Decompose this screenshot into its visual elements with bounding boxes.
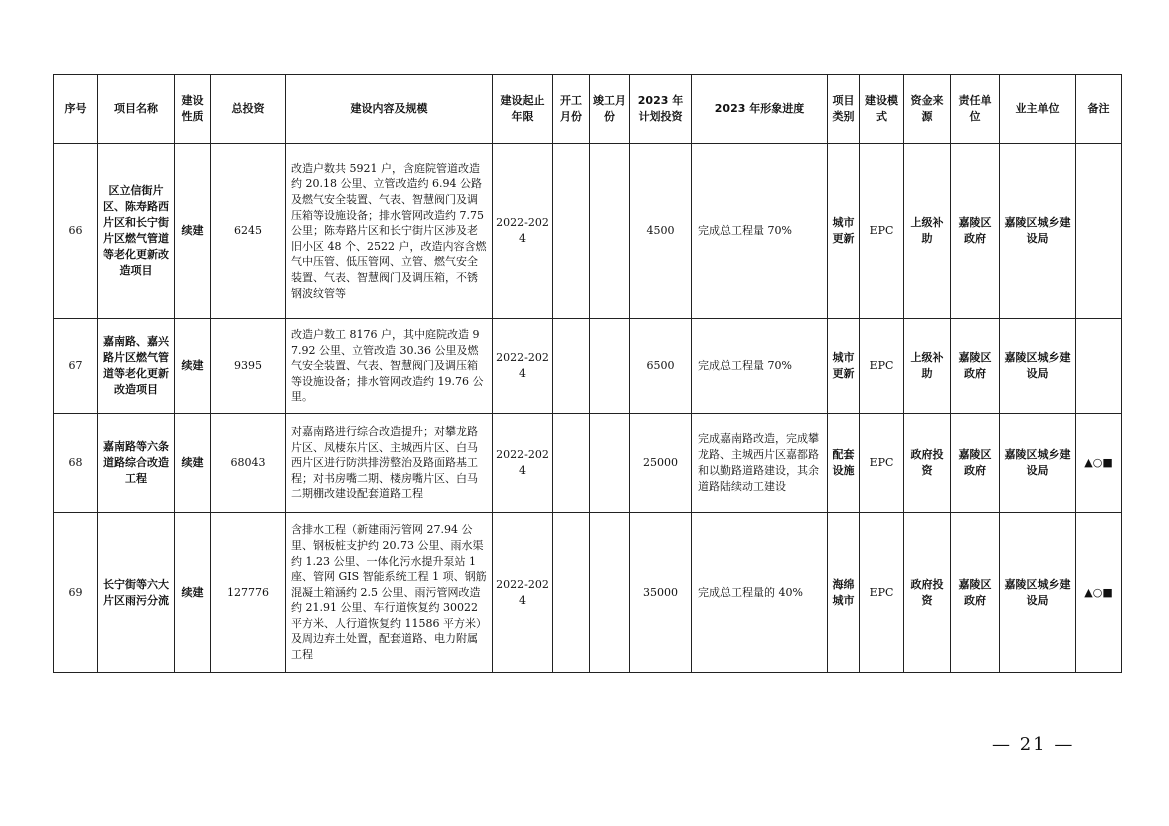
header-index: 序号 <box>54 75 98 144</box>
header-plan-investment: 2023 年计划投资 <box>630 75 692 144</box>
header-progress: 2023 年形象进度 <box>692 75 828 144</box>
cell-total-investment: 127776 <box>211 513 286 673</box>
cell-mode: EPC <box>860 513 904 673</box>
cell-nature: 续建 <box>175 414 211 513</box>
cell-plan-investment: 35000 <box>630 513 692 673</box>
cell-total-investment: 68043 <box>211 414 286 513</box>
cell-plan-investment: 6500 <box>630 319 692 414</box>
page-number: — 21 — <box>992 734 1075 755</box>
header-owner: 业主单位 <box>1000 75 1076 144</box>
cell-start-month <box>553 513 590 673</box>
header-period: 建设起止年限 <box>493 75 553 144</box>
cell-progress: 完成总工程量的 40% <box>692 513 828 673</box>
cell-complete-month <box>590 319 630 414</box>
cell-nature: 续建 <box>175 144 211 319</box>
cell-content: 改造户数共 5921 户，含庭院管道改造约 20.18 公里、立管改造约 6.94 公路及燃气安全装置、气表、智慧阀门及调压箱等设施设备；排水管网改造约 7.75 公里；陈寿路片区和长宁街片区涉及老旧小区 48 个、2522 户，改造内容含燃气中压管、低压管网、立管、燃气安全装置、气表、智慧阀门及调压箱，不锈钢波纹管等 <box>286 144 493 319</box>
cell-remarks: ▲○■ <box>1076 513 1122 673</box>
cell-mode: EPC <box>860 144 904 319</box>
header-total-investment: 总投资 <box>211 75 286 144</box>
cell-project-name: 区立信街片区、陈寿路西片区和长宁街片区燃气管道等老化更新改造项目 <box>98 144 175 319</box>
header-start-month: 开工月份 <box>553 75 590 144</box>
cell-total-investment: 9395 <box>211 319 286 414</box>
cell-fund-source: 政府投资 <box>904 414 951 513</box>
cell-category: 海绵城市 <box>828 513 860 673</box>
cell-mode: EPC <box>860 414 904 513</box>
table-row <box>54 144 1122 319</box>
cell-category: 配套设施 <box>828 414 860 513</box>
cell-responsible: 嘉陵区政府 <box>951 144 1000 319</box>
header-content: 建设内容及规模 <box>286 75 493 144</box>
cell-remarks: ▲○■ <box>1076 414 1122 513</box>
cell-total-investment: 6245 <box>211 144 286 319</box>
cell-content: 改造户数工 8176 户，其中庭院改造 97.92 公里、立管改造 30.36 公里及燃气安全装置、气表、智慧阀门及调压箱等设施设备；排水管网改造约 19.76 公里。 <box>286 319 493 414</box>
cell-responsible: 嘉陵区政府 <box>951 319 1000 414</box>
cell-owner: 嘉陵区城乡建设局 <box>1000 414 1076 513</box>
cell-progress: 完成嘉南路改造，完成攀龙路、主城西片区嘉都路和以勤路道路建设，其余道路陆续动工建设 <box>692 414 828 513</box>
cell-category: 城市更新 <box>828 144 860 319</box>
cell-start-month <box>553 319 590 414</box>
cell-period: 2022-2024 <box>493 513 553 673</box>
cell-plan-investment: 25000 <box>630 414 692 513</box>
cell-period: 2022-2024 <box>493 144 553 319</box>
cell-responsible: 嘉陵区政府 <box>951 414 1000 513</box>
cell-project-name: 嘉南路、嘉兴路片区燃气管道等老化更新改造项目 <box>98 319 175 414</box>
cell-complete-month <box>590 513 630 673</box>
header-category: 项目类别 <box>828 75 860 144</box>
table-row <box>54 513 1122 673</box>
cell-responsible: 嘉陵区政府 <box>951 513 1000 673</box>
cell-project-name: 嘉南路等六条道路综合改造工程 <box>98 414 175 513</box>
cell-complete-month <box>590 144 630 319</box>
cell-owner: 嘉陵区城乡建设局 <box>1000 319 1076 414</box>
table-row <box>54 319 1122 414</box>
table-row <box>54 414 1122 513</box>
cell-index: 69 <box>54 513 98 673</box>
cell-index: 67 <box>54 319 98 414</box>
cell-fund-source: 上级补助 <box>904 144 951 319</box>
cell-fund-source: 政府投资 <box>904 513 951 673</box>
cell-owner: 嘉陵区城乡建设局 <box>1000 513 1076 673</box>
cell-remarks <box>1076 319 1122 414</box>
cell-remarks <box>1076 144 1122 319</box>
header-complete-month: 竣工月份 <box>590 75 630 144</box>
header-fund-source: 资金来源 <box>904 75 951 144</box>
header-responsible: 责任单位 <box>951 75 1000 144</box>
cell-mode: EPC <box>860 319 904 414</box>
cell-progress: 完成总工程量 70% <box>692 144 828 319</box>
table-header-row <box>54 75 1122 144</box>
cell-complete-month <box>590 414 630 513</box>
cell-content: 对嘉南路进行综合改造提升；对攀龙路片区、凤棲东片区、主城西片区、白马西片区进行防洪排涝整治及路面路基工程；对书房嘴二期、楼房嘴片区、白马二期棚改建设配套道路工程 <box>286 414 493 513</box>
cell-index: 66 <box>54 144 98 319</box>
cell-nature: 续建 <box>175 513 211 673</box>
cell-nature: 续建 <box>175 319 211 414</box>
header-remarks: 备注 <box>1076 75 1122 144</box>
cell-index: 68 <box>54 414 98 513</box>
cell-start-month <box>553 144 590 319</box>
cell-progress: 完成总工程量 70% <box>692 319 828 414</box>
cell-period: 2022-2024 <box>493 414 553 513</box>
cell-period: 2022-2024 <box>493 319 553 414</box>
project-table <box>53 74 1122 673</box>
header-mode: 建设模式 <box>860 75 904 144</box>
cell-owner: 嘉陵区城乡建设局 <box>1000 144 1076 319</box>
cell-project-name: 长宁街等六大片区雨污分流 <box>98 513 175 673</box>
header-name: 项目名称 <box>98 75 175 144</box>
cell-category: 城市更新 <box>828 319 860 414</box>
cell-content: 含排水工程（新建雨污管网 27.94 公里、钢板桩支护约 20.73 公里、雨水渠约 1.23 公里、一体化污水提升泵站 1 座、管网 GIS 智能系统工程 1 项、钢筋混凝土箱涵约 2.5 公里、雨污管网改造约 21.91 公里、车行道恢复约 30022 平方米、人行道恢复约 11586 平方米）及周边弃土处置，配套道路、电力附属工程 <box>286 513 493 673</box>
header-nature: 建设性质 <box>175 75 211 144</box>
cell-fund-source: 上级补助 <box>904 319 951 414</box>
cell-start-month <box>553 414 590 513</box>
cell-plan-investment: 4500 <box>630 144 692 319</box>
